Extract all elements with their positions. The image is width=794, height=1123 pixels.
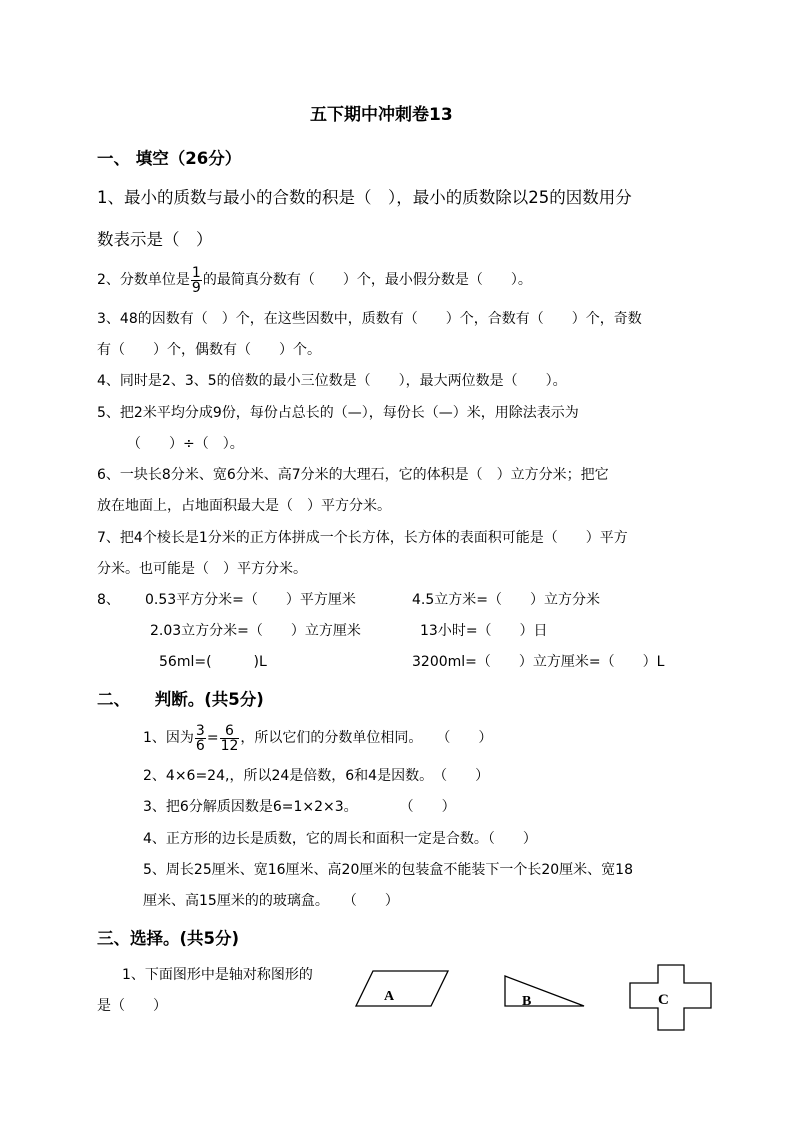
question-3-line-2: 有（ ）个，偶数有（ ）个。	[97, 342, 321, 358]
parallelogram-shape-a	[355, 970, 450, 1008]
judge-question-2: 2、4×6=24,，所以24是倍数，6和4是因数。 （ ）	[143, 768, 490, 784]
fraction-six-twelfths	[220, 724, 240, 753]
judge-question-3: 3、把6分解质因数是6=1×2×3。 （ ）	[143, 799, 456, 815]
question-8-item: 0.53平方分米=（ ）平方厘米	[145, 592, 356, 608]
question-8-item: 2.03立方分米=（ ）立方厘米	[150, 623, 361, 639]
question-8-item: 4.5立方米=（ ）立方分米	[412, 592, 600, 608]
judge-question-5-line-2: 厘米、高15厘米的的玻璃盒。 （ ）	[143, 893, 399, 909]
question-8-item: 13小时=（ ）日	[420, 623, 548, 639]
section-2-heading: 二、 判断。(共5分)	[97, 690, 264, 709]
question-7-line-1: 7、把4个棱长是1分米的正方体拼成一个长方体，长方体的表面积可能是（ ）平方	[97, 530, 628, 546]
question-2-suffix: 的最简真分数有（ ）个，最小假分数是（ ）。	[202, 272, 532, 288]
question-1-line-1: 1、最小的质数与最小的合数的积是（ ），最小的质数除以25的因数用分	[97, 188, 632, 207]
question-8-item: 56ml=( )L	[159, 654, 267, 670]
question-8-label: 8、	[97, 592, 120, 608]
question-5-line-1: 5、把2米平均分成9份，每份占总长的（—），每份长（—）米，用除法表示为	[97, 405, 579, 421]
judge-1-suffix: ，所以它们的分数单位相同。 （ ）	[240, 730, 493, 746]
right-triangle-shape-b	[504, 975, 586, 1007]
shape-a-label: A	[384, 989, 395, 1004]
judge-question-1	[143, 718, 492, 758]
cross-shape-c	[629, 964, 713, 1032]
shape-c-label: C	[658, 992, 669, 1008]
question-2-prefix: 2、分数单位是	[97, 272, 190, 288]
question-4: 4、同时是2、3、5的倍数的最小三位数是（ ），最大两位数是（ ）。	[97, 373, 567, 389]
fraction-denominator: 6	[195, 737, 205, 754]
section-1-heading: 一、 填空（26分）	[97, 149, 242, 168]
question-8-item: 3200ml=（ ）立方厘米=（ ）L	[412, 654, 665, 670]
judge-question-4: 4、正方形的边长是质数，它的周长和面积一定是合数。（ ）	[143, 831, 537, 847]
fraction-numerator: 1	[191, 264, 201, 281]
question-5-line-2: （ ）÷（ ）。	[127, 436, 244, 452]
question-7-line-2: 分米。也可能是（ ）平方分米。	[97, 561, 307, 577]
question-6-line-1: 6、一块长8分米、宽6分米、高7分米的大理石，它的体积是（ ）立方分米；把它	[97, 467, 609, 483]
fraction-denominator: 9	[191, 279, 201, 296]
fraction-three-sixths	[195, 724, 206, 753]
choice-question-1-line-1: 1、下面图形中是轴对称图形的	[122, 967, 313, 983]
section-3-heading: 三、选择。(共5分)	[97, 929, 240, 948]
question-6-line-2: 放在地面上，占地面积最大是（ ）平方分米。	[97, 498, 391, 514]
fraction-numerator: 6	[220, 724, 240, 739]
question-2	[97, 262, 532, 298]
question-1-line-2: 数表示是（ ）	[97, 230, 213, 249]
shape-b-label: B	[522, 994, 532, 1009]
question-3-line-1: 3、48的因数有（ ）个，在这些因数中，质数有（ ）个，合数有（ ）个，奇数	[97, 311, 642, 327]
page-title: 五下期中冲刺卷13	[310, 105, 453, 125]
fraction-denominator: 12	[220, 737, 239, 754]
fraction-numerator: 3	[195, 722, 205, 739]
choice-question-1-line-2: 是（ ）	[97, 998, 167, 1014]
fraction-one-ninth	[191, 266, 202, 295]
equals-sign: =	[206, 730, 219, 746]
judge-question-5-line-1: 5、周长25厘米、宽16厘米、高20厘米的包装盒不能装下一个长20厘米、宽18	[143, 862, 633, 878]
judge-1-prefix: 1、因为	[143, 730, 194, 746]
